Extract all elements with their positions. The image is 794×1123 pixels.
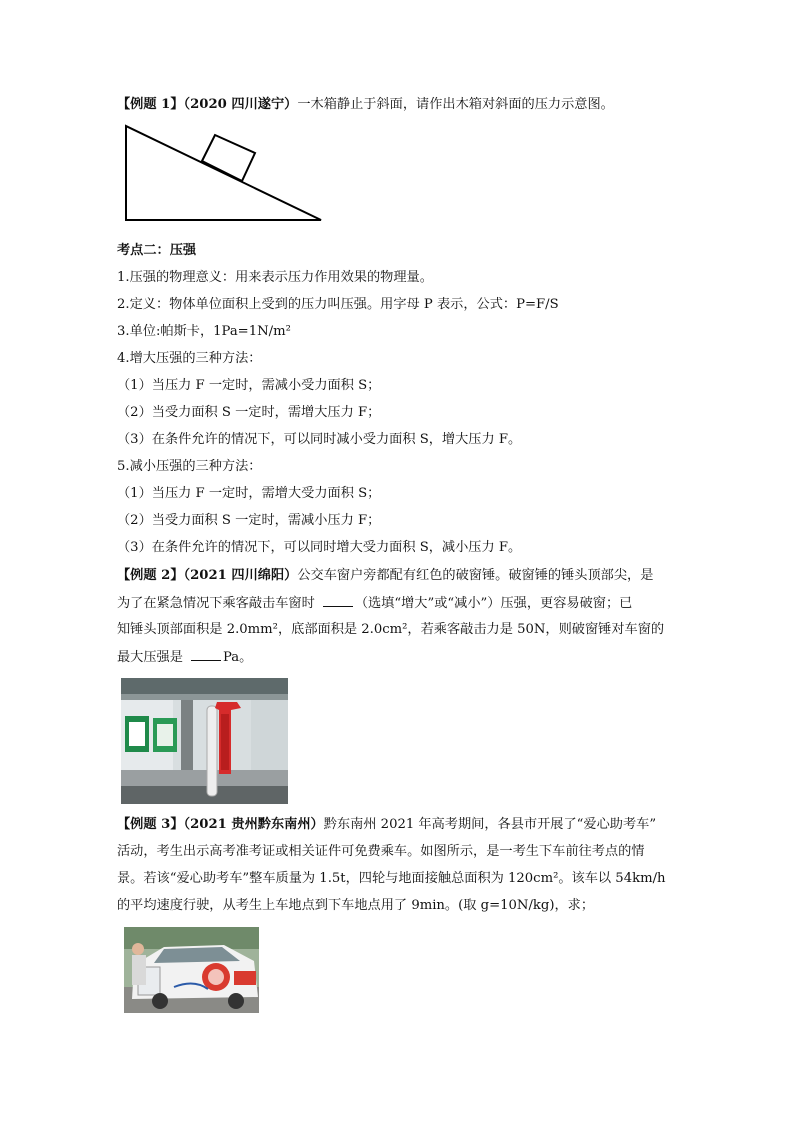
example2-text: 公交车窗户旁都配有红色的破窗锤。破窗锤的锤头顶部尖，是: [297, 568, 654, 583]
section2-item: （3）在条件允许的情况下，可以同时减小受力面积 S，增大压力 F。: [117, 432, 522, 447]
section2-item: （2）当受力面积 S 一定时，需增大压力 F；: [117, 405, 381, 420]
section2-item: （1）当压力 F 一定时，需减小受力面积 S；: [117, 378, 381, 393]
example3-tag: 【例题 3】: [117, 817, 184, 832]
wooden-box: [202, 135, 255, 181]
example2-text: Pa。: [222, 650, 253, 665]
example3-line-3: 景。若该“爱心助考车”整车质量为 1.5t，四轮与地面接触总面积为 120cm²。该车以 54km/h: [117, 871, 666, 886]
bus-hammer-photo: [121, 678, 288, 804]
answer-blank[interactable]: [191, 647, 221, 661]
section2-item: （3）在条件允许的情况下，可以同时增大受力面积 S，减小压力 F。: [117, 540, 522, 555]
example2-line-1: [117, 566, 653, 586]
section2-heading: 考点二：压强: [117, 243, 197, 258]
example1-source: （2020 四川遂宁）: [183, 97, 298, 112]
example2-text: 最大压强是: [117, 650, 183, 665]
section2-item: （2）当受力面积 S 一定时，需减小压力 F；: [117, 513, 381, 528]
example2-text: （选填“增大”或“减小”）压强，更容易破窗；已: [354, 596, 633, 611]
example3-text: 黔东南州 2021 年高考期间，各县市开展了“爱心助考车”: [323, 817, 657, 832]
answer-blank[interactable]: [323, 593, 353, 607]
example3-line-1: [117, 815, 656, 835]
example3-line-2: 活动，考生出示高考准考证或相关证件可免费乘车。如图所示，是一考生下车前往考点的情: [117, 844, 645, 859]
section2-item: 1.压强的物理意义：用来表示压力作用效果的物理量。: [117, 270, 433, 285]
example2-text: 为了在紧急情况下乘客敲击车窗时: [117, 596, 315, 611]
example2-line-3: 知锤头顶部面积是 2.0mm²，底部面积是 2.0cm²，若乘客敲击力是 50N，则破窗锤对车窗的: [117, 622, 665, 637]
exam-car-photo: [124, 927, 259, 1013]
section2-item: 3.单位:帕斯卡，1Pa=1N/m²: [117, 324, 291, 339]
section2-item: （1）当压力 F 一定时，需增大受力面积 S；: [117, 486, 381, 501]
example1-line: [117, 95, 614, 115]
incline-box-diagram: [118, 120, 328, 226]
example1-text: 一木箱静止于斜面，请作出木箱对斜面的压力示意图。: [297, 97, 614, 112]
section2-item: 4.增大压强的三种方法：: [117, 351, 262, 366]
example2-line-2: [117, 593, 632, 614]
example2-source: （2021 四川绵阳）: [183, 568, 298, 583]
example3-source: （2021 贵州黔东南州）: [183, 817, 324, 832]
section2-item: 5.减小压强的三种方法：: [117, 459, 262, 474]
example3-line-4: 的平均速度行驶，从考生上车地点到下车地点用了 9min。(取 g=10N/kg)，求；: [117, 898, 595, 913]
example2-line-4: [117, 647, 252, 668]
example1-tag: 【例题 1】: [117, 97, 184, 112]
example2-tag: 【例题 2】: [117, 568, 184, 583]
section2-item: 2.定义：物体单位面积上受到的压力叫压强。用字母 P 表示，公式：P=F/S: [117, 297, 559, 312]
